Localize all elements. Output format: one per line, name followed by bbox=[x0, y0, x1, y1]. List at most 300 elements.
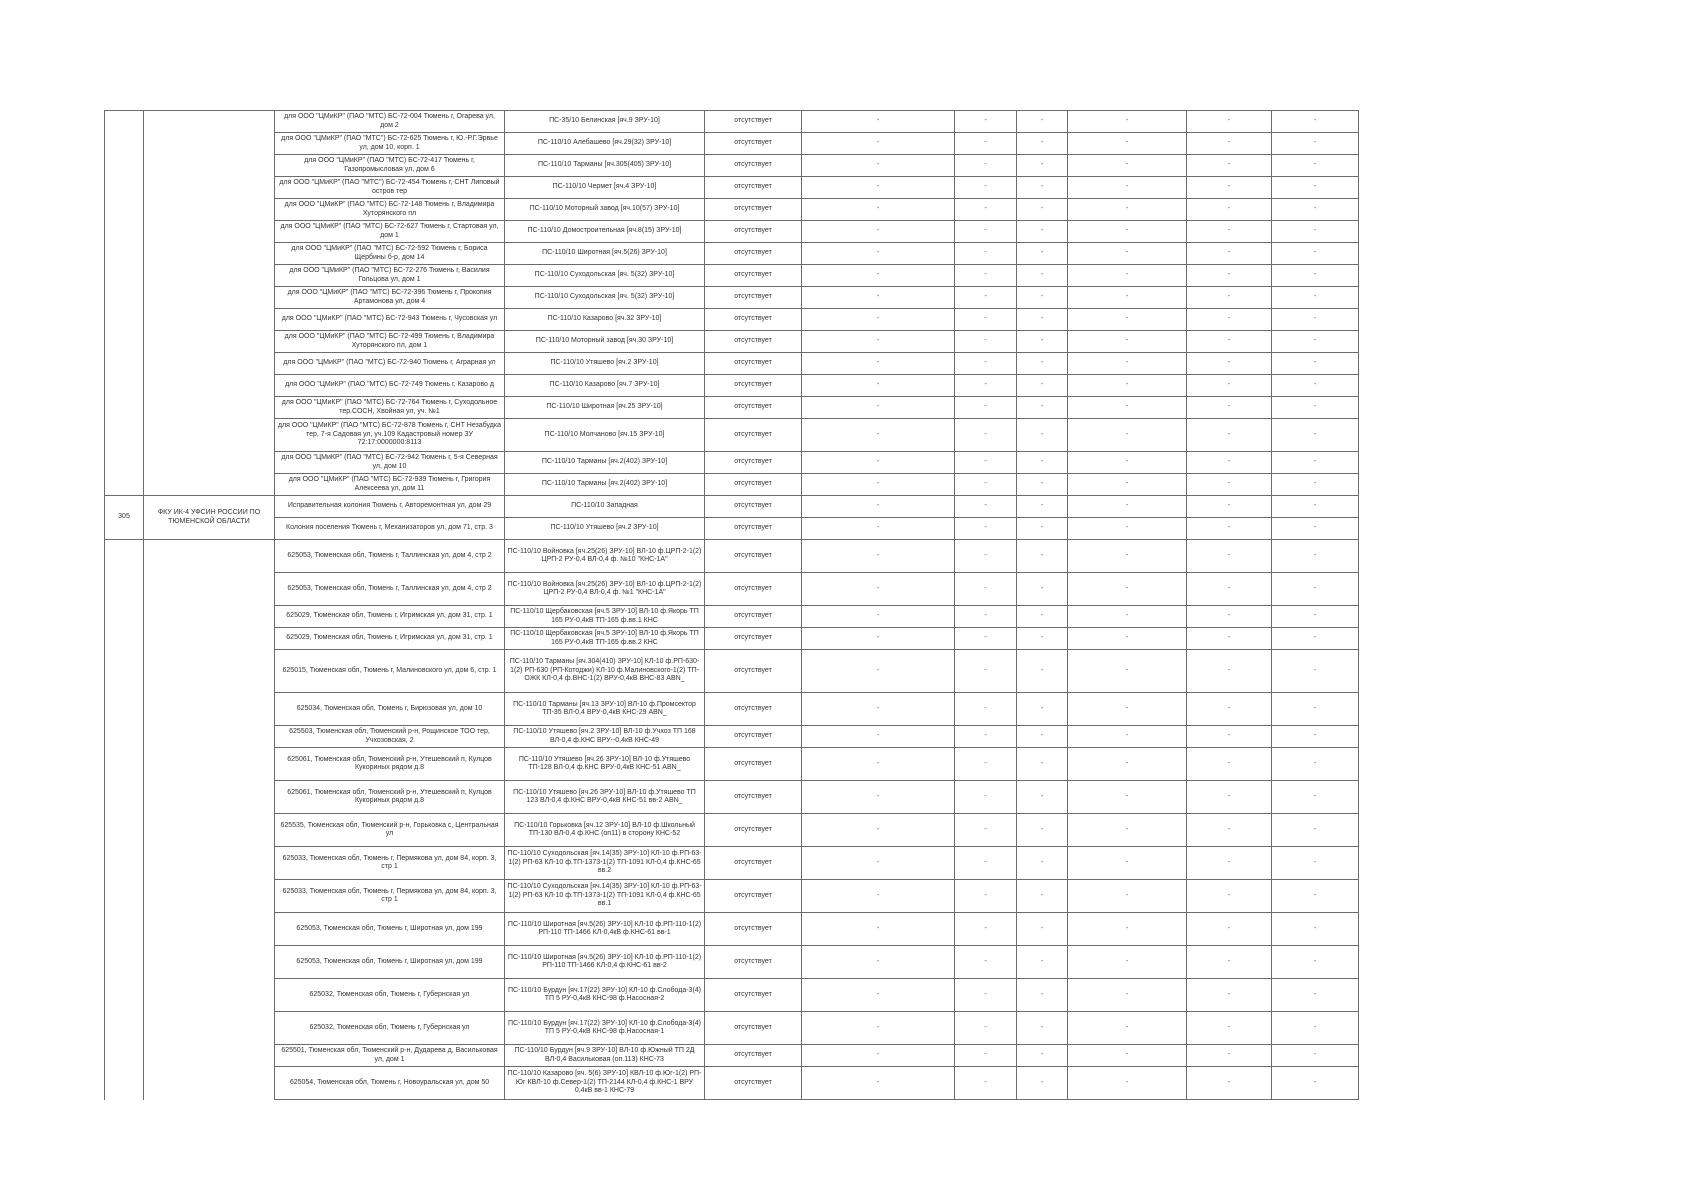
table-row bbox=[105, 946, 1359, 979]
dash-cell: - bbox=[1272, 375, 1359, 397]
substation-cell: ПС-110/10 Щербаковская [яч.5 ЗРУ-10] ВЛ-10 ф.Якорь ТП 165 РУ-0,4кВ ТП-165 ф.вв.2 КНС bbox=[505, 628, 705, 650]
table-row bbox=[105, 452, 1359, 474]
dash-cell: - bbox=[802, 1012, 955, 1045]
dash-cell: - bbox=[1068, 397, 1187, 419]
organization-cell bbox=[144, 111, 275, 496]
substation-cell: ПС-110/10 Тарманы [яч.2(402) ЗРУ-10] bbox=[505, 474, 705, 496]
dash-cell: - bbox=[1068, 814, 1187, 847]
dash-cell: - bbox=[1068, 880, 1187, 913]
status-cell: отсутствует bbox=[705, 419, 802, 452]
address-cell: 625034, Тюменская обл, Тюмень г, Бирюзовая ул, дом 10 bbox=[275, 693, 505, 726]
substation-cell: ПС-110/10 Тарманы [яч.2(402) ЗРУ-10] bbox=[505, 452, 705, 474]
dash-cell: - bbox=[1187, 573, 1272, 606]
dash-cell: - bbox=[802, 628, 955, 650]
status-cell: отсутствует bbox=[705, 726, 802, 748]
address-cell: для ООО "ЦМиКР" (ПАО "МТС) БС-72-939 Тюмень г, Григория Алексеева ул, дом 11 bbox=[275, 474, 505, 496]
dash-cell: - bbox=[802, 474, 955, 496]
dash-cell: - bbox=[1272, 781, 1359, 814]
dash-cell: - bbox=[1068, 331, 1187, 353]
address-cell: Исправительная колония Тюмень г, Авторемонтная ул, дом 29 bbox=[275, 496, 505, 518]
dash-cell: - bbox=[1187, 1067, 1272, 1100]
table-row bbox=[105, 353, 1359, 375]
dash-cell: - bbox=[955, 693, 1017, 726]
dash-cell: - bbox=[955, 913, 1017, 946]
status-cell: отсутствует bbox=[705, 111, 802, 133]
dash-cell: - bbox=[802, 133, 955, 155]
dash-cell: - bbox=[1187, 133, 1272, 155]
dash-cell: - bbox=[1272, 309, 1359, 331]
table-row bbox=[105, 155, 1359, 177]
address-cell: 625032, Тюменская обл, Тюмень г, Губернская ул bbox=[275, 979, 505, 1012]
dash-cell: - bbox=[1187, 1045, 1272, 1067]
dash-cell: - bbox=[1068, 155, 1187, 177]
dash-cell: - bbox=[955, 309, 1017, 331]
dash-cell: - bbox=[1272, 726, 1359, 748]
address-cell: 625054, Тюменская обл, Тюмень г, Новоуральская ул, дом 50 bbox=[275, 1067, 505, 1100]
dash-cell: - bbox=[802, 155, 955, 177]
status-cell: отсутствует bbox=[705, 287, 802, 309]
dash-cell: - bbox=[1272, 111, 1359, 133]
table-row bbox=[105, 573, 1359, 606]
dash-cell: - bbox=[1068, 748, 1187, 781]
dash-cell: - bbox=[802, 452, 955, 474]
dash-cell: - bbox=[955, 419, 1017, 452]
dash-cell: - bbox=[1068, 1012, 1187, 1045]
status-cell: отсутствует bbox=[705, 540, 802, 573]
dash-cell: - bbox=[1272, 243, 1359, 265]
dash-cell: - bbox=[955, 814, 1017, 847]
dash-cell: - bbox=[1187, 111, 1272, 133]
substation-cell: ПС-110/10 Казарово [яч.32 ЗРУ-10] bbox=[505, 309, 705, 331]
dash-cell: - bbox=[955, 628, 1017, 650]
dash-cell: - bbox=[802, 518, 955, 540]
dash-cell: - bbox=[1017, 287, 1068, 309]
address-cell: Колония поселения Тюмень г, Механизаторов ул, дом 71, стр. 3 bbox=[275, 518, 505, 540]
dash-cell: - bbox=[1272, 847, 1359, 880]
dash-cell: - bbox=[802, 650, 955, 693]
status-cell: отсутствует bbox=[705, 265, 802, 287]
row-number-cell bbox=[105, 111, 144, 496]
dash-cell: - bbox=[1017, 419, 1068, 452]
address-cell: 625053, Тюменская обл, Тюмень г, Широтная ул, дом 199 bbox=[275, 946, 505, 979]
table-row bbox=[105, 748, 1359, 781]
dash-cell: - bbox=[1017, 606, 1068, 628]
dash-cell: - bbox=[802, 287, 955, 309]
dash-cell: - bbox=[1068, 518, 1187, 540]
dash-cell: - bbox=[1017, 979, 1068, 1012]
substation-cell: ПС-110/10 Щербаковская [яч.5 ЗРУ-10] ВЛ-10 ф.Якорь ТП 165 РУ-0,4кВ ТП-165 ф.вв.1 КНС bbox=[505, 606, 705, 628]
address-cell: для ООО "ЦМиКР" (ПАО "МТС) БС-72-764 Тюмень г, Суходольное тер.СОСН, Хвойная ул, уч. №1 bbox=[275, 397, 505, 419]
table-row bbox=[105, 1067, 1359, 1100]
address-cell: для ООО "ЦМиКР" (ПАО "МТС) БС-72-499 Тюмень г, Владимира Хуторянского пл, дом 1 bbox=[275, 331, 505, 353]
status-cell: отсутствует bbox=[705, 979, 802, 1012]
substation-cell: ПС-110/10 Западная bbox=[505, 496, 705, 518]
dash-cell: - bbox=[1187, 628, 1272, 650]
dash-cell: - bbox=[1272, 693, 1359, 726]
dash-cell: - bbox=[955, 111, 1017, 133]
dash-cell: - bbox=[1272, 287, 1359, 309]
dash-cell: - bbox=[1068, 847, 1187, 880]
dash-cell: - bbox=[1272, 880, 1359, 913]
organization-cell bbox=[144, 540, 275, 1100]
status-cell: отсутствует bbox=[705, 693, 802, 726]
dash-cell: - bbox=[802, 221, 955, 243]
dash-cell: - bbox=[955, 331, 1017, 353]
dash-cell: - bbox=[802, 913, 955, 946]
substation-cell: ПС-110/10 Моторный завод [яч.30 ЗРУ-10] bbox=[505, 331, 705, 353]
dash-cell: - bbox=[1272, 979, 1359, 1012]
table-row bbox=[105, 1012, 1359, 1045]
status-cell: отсутствует bbox=[705, 814, 802, 847]
table-row bbox=[105, 979, 1359, 1012]
status-cell: отсутствует bbox=[705, 496, 802, 518]
dash-cell: - bbox=[802, 331, 955, 353]
dash-cell: - bbox=[802, 693, 955, 726]
dash-cell: - bbox=[802, 748, 955, 781]
dash-cell: - bbox=[1068, 474, 1187, 496]
dash-cell: - bbox=[1017, 540, 1068, 573]
dash-cell: - bbox=[1187, 309, 1272, 331]
dash-cell: - bbox=[1068, 540, 1187, 573]
dash-cell: - bbox=[955, 1045, 1017, 1067]
dash-cell: - bbox=[1187, 540, 1272, 573]
substation-cell: ПС-110/10 Тарманы [яч.305(405) ЗРУ-10] bbox=[505, 155, 705, 177]
dash-cell: - bbox=[1017, 155, 1068, 177]
address-cell: для ООО "ЦМиКР" (ПАО "МТС) БС-72-148 Тюмень г, Владимира Хуторянского пл bbox=[275, 199, 505, 221]
substation-cell: ПС-110/10 Утяшево [яч.2 ЗРУ-10] bbox=[505, 353, 705, 375]
dash-cell: - bbox=[955, 474, 1017, 496]
dash-cell: - bbox=[955, 880, 1017, 913]
dash-cell: - bbox=[1068, 606, 1187, 628]
substation-cell: ПС-110/10 Молчаново [яч.15 ЗРУ-10] bbox=[505, 419, 705, 452]
address-cell: для ООО "ЦМиКР" (ПАО "МТС) БС-72-004 Тюмень г, Огарева ул, дом 2 bbox=[275, 111, 505, 133]
dash-cell: - bbox=[1187, 375, 1272, 397]
dash-cell: - bbox=[1017, 177, 1068, 199]
substation-cell: ПС-110/10 Горьковка [яч.12 ЗРУ-10] ВЛ-10 ф.Школьный ТП-130 ВЛ-0,4 ф.КНС (оп11) в сторону КНС-52 bbox=[505, 814, 705, 847]
dash-cell: - bbox=[1017, 628, 1068, 650]
table-row bbox=[105, 309, 1359, 331]
dash-cell: - bbox=[1187, 693, 1272, 726]
dash-cell: - bbox=[1017, 518, 1068, 540]
dash-cell: - bbox=[1017, 781, 1068, 814]
dash-cell: - bbox=[1068, 353, 1187, 375]
dash-cell: - bbox=[1272, 518, 1359, 540]
dash-cell: - bbox=[1187, 979, 1272, 1012]
dash-cell: - bbox=[1272, 946, 1359, 979]
dash-cell: - bbox=[955, 243, 1017, 265]
dash-cell: - bbox=[955, 397, 1017, 419]
dash-cell: - bbox=[1272, 1012, 1359, 1045]
address-cell: для ООО "ЦМиКР" (ПАО "МТС) БС-72-592 Тюмень г, Бориса Щербины б-р, дом 14 bbox=[275, 243, 505, 265]
table-row bbox=[105, 693, 1359, 726]
address-cell: 625061, Тюменская обл, Тюменский р-н, Утешевский п, Кулцов Кукориных рядом д.8 bbox=[275, 781, 505, 814]
dash-cell: - bbox=[802, 353, 955, 375]
dash-cell: - bbox=[955, 606, 1017, 628]
dash-cell: - bbox=[802, 496, 955, 518]
substation-cell: ПС-110/10 Войновка [яч.25(26) ЗРУ-10] ВЛ-10 ф.ЦРП-2-1(2) ЦРП-2 РУ-0,4 ВЛ-0,4 ф. №1 "КНС-1А" bbox=[505, 573, 705, 606]
dash-cell: - bbox=[1017, 133, 1068, 155]
dash-cell: - bbox=[802, 540, 955, 573]
dash-cell: - bbox=[1272, 177, 1359, 199]
dash-cell: - bbox=[1187, 419, 1272, 452]
dash-cell: - bbox=[1068, 781, 1187, 814]
address-cell: 625032, Тюменская обл, Тюмень г, Губернская ул bbox=[275, 1012, 505, 1045]
substation-cell: ПС-110/10 Тарманы [яч.13 ЗРУ-10] ВЛ-10 ф.Промсектор ТП-35 ВЛ-0,4 ВРУ-0,4кВ КНС-29 АВN_ bbox=[505, 693, 705, 726]
table-row bbox=[105, 628, 1359, 650]
dash-cell: - bbox=[1272, 913, 1359, 946]
dash-cell: - bbox=[1068, 726, 1187, 748]
address-cell: 625029, Тюменская обл, Тюмень г, Игримская ул, дом 31, стр. 1 bbox=[275, 628, 505, 650]
table-row bbox=[105, 265, 1359, 287]
dash-cell: - bbox=[1017, 726, 1068, 748]
dash-cell: - bbox=[1272, 397, 1359, 419]
dash-cell: - bbox=[1187, 221, 1272, 243]
substation-cell: ПС-110/10 Суходольская [яч. 5(32) ЗРУ-10] bbox=[505, 265, 705, 287]
substation-cell: ПС-110/10 Бурдун [яч.17(22) ЗРУ-10] КЛ-10 ф.Слобода-3(4) ТП 5 РУ-0,4кВ КНС-98 ф.Насосная-1 bbox=[505, 1012, 705, 1045]
address-cell: для ООО "ЦМиКР" (ПАО "МТС) БС-72-940 Тюмень г, Аграрная ул bbox=[275, 353, 505, 375]
dash-cell: - bbox=[1272, 496, 1359, 518]
table-row bbox=[105, 375, 1359, 397]
table-row bbox=[105, 221, 1359, 243]
status-cell: отсутствует bbox=[705, 628, 802, 650]
dash-cell: - bbox=[1187, 243, 1272, 265]
organization-cell: ФКУ ИК-4 УФСИН РОССИИ ПО ТЮМЕНСКОЙ ОБЛАСТИ bbox=[144, 496, 275, 540]
table-row bbox=[105, 177, 1359, 199]
substation-cell: ПС-110/10 Утяшево [яч.26 ЗРУ-10] ВЛ-10 ф.Утяшево ТП 123 ВЛ-0,4 ф.КНС ВРУ-0,4кВ КНС-51 вв-2 АВN_ bbox=[505, 781, 705, 814]
table-row bbox=[105, 650, 1359, 693]
dash-cell: - bbox=[955, 353, 1017, 375]
status-cell: отсутствует bbox=[705, 913, 802, 946]
dash-cell: - bbox=[802, 573, 955, 606]
dash-cell: - bbox=[1017, 650, 1068, 693]
table-row bbox=[105, 913, 1359, 946]
address-cell: 625015, Тюменская обл, Тюмень г, Малиновского ул, дом 6, стр. 1 bbox=[275, 650, 505, 693]
dash-cell: - bbox=[802, 111, 955, 133]
address-cell: для ООО "ЦМиКР" (ПАО "МТС) БС-72-878 Тюмень г, СНТ Незабудка тер, 7-я Садовая ул, уч.109 Кадастровый номер ЗУ 72:17:0000000:8113 bbox=[275, 419, 505, 452]
substation-cell: ПС-110/10 Широтная [яч.25 ЗРУ-10] bbox=[505, 397, 705, 419]
dash-cell: - bbox=[1017, 1067, 1068, 1100]
dash-cell: - bbox=[1068, 287, 1187, 309]
table-row bbox=[105, 847, 1359, 880]
table-row bbox=[105, 474, 1359, 496]
dash-cell: - bbox=[1272, 331, 1359, 353]
table-row bbox=[105, 814, 1359, 847]
dash-cell: - bbox=[1017, 265, 1068, 287]
dash-cell: - bbox=[955, 847, 1017, 880]
dash-cell: - bbox=[1017, 1012, 1068, 1045]
dash-cell: - bbox=[1017, 748, 1068, 781]
substation-cell: ПС-110/10 Широтная [яч.5(26) ЗРУ-10] КЛ-10 ф.РП-110-1(2) РП-110 ТП-1466 КЛ-0,4 ф.КНС-61 вв-2 bbox=[505, 946, 705, 979]
dash-cell: - bbox=[1068, 628, 1187, 650]
address-cell: для ООО "ЦМиКР" (ПАО "МТС) БС-72-749 Тюмень г, Казарово д bbox=[275, 375, 505, 397]
address-cell: 625053, Тюменская обл, Тюмень г, Таллинская ул, дом 4, стр 2 bbox=[275, 540, 505, 573]
table-row bbox=[105, 243, 1359, 265]
dash-cell: - bbox=[1068, 309, 1187, 331]
substation-cell: ПС-110/10 Широтная [яч.5(26) ЗРУ-10] КЛ-10 ф.РП-110-1(2) РП-110 ТП-1466 КЛ-0,4кВ ф.КНС-61 вв-1 bbox=[505, 913, 705, 946]
dash-cell: - bbox=[955, 1067, 1017, 1100]
substation-cell: ПС-110/10 Суходольская [яч.14(35) ЗРУ-10] КЛ-10 ф.РП-63-1(2) РП-63 КЛ-10 ф.ТП-1373-1(2) ТП-1091 КЛ-0,4 ф.КНС-65 вв.2 bbox=[505, 847, 705, 880]
dash-cell: - bbox=[1187, 814, 1272, 847]
dash-cell: - bbox=[1068, 913, 1187, 946]
dash-cell: - bbox=[1187, 397, 1272, 419]
dash-cell: - bbox=[1017, 331, 1068, 353]
dash-cell: - bbox=[1017, 243, 1068, 265]
dash-cell: - bbox=[955, 375, 1017, 397]
address-cell: 625053, Тюменская обл, Тюмень г, Широтная ул, дом 199 bbox=[275, 913, 505, 946]
address-cell: для ООО "ЦМиКР" (ПАО "МТС) БС-72-942 Тюмень г, 5-я Северная ул, дом 10 bbox=[275, 452, 505, 474]
address-cell: 625033, Тюменская обл, Тюмень г, Пермякова ул, дом 84, корп. 3, стр 1 bbox=[275, 847, 505, 880]
dash-cell: - bbox=[1017, 452, 1068, 474]
dash-cell: - bbox=[955, 946, 1017, 979]
dash-cell: - bbox=[1068, 221, 1187, 243]
dash-cell: - bbox=[1187, 518, 1272, 540]
dash-cell: - bbox=[802, 419, 955, 452]
dash-cell: - bbox=[955, 781, 1017, 814]
dash-cell: - bbox=[1017, 353, 1068, 375]
row-number-cell bbox=[105, 540, 144, 1100]
address-cell: 625053, Тюменская обл, Тюмень г, Таллинская ул, дом 4, стр 2 bbox=[275, 573, 505, 606]
status-cell: отсутствует bbox=[705, 155, 802, 177]
status-cell: отсутствует bbox=[705, 946, 802, 979]
address-cell: для ООО "ЦМиКР" (ПАО "МТС) БС-72-276 Тюмень г, Василия Гольцова ул, дом 1 bbox=[275, 265, 505, 287]
status-cell: отсутствует bbox=[705, 573, 802, 606]
dash-cell: - bbox=[1017, 221, 1068, 243]
dash-cell: - bbox=[955, 287, 1017, 309]
dash-cell: - bbox=[1272, 573, 1359, 606]
dash-cell: - bbox=[1187, 946, 1272, 979]
dash-cell: - bbox=[1017, 946, 1068, 979]
table-row bbox=[105, 606, 1359, 628]
table-row bbox=[105, 726, 1359, 748]
dash-cell: - bbox=[1272, 1045, 1359, 1067]
status-cell: отсутствует bbox=[705, 177, 802, 199]
substation-cell: ПС-110/10 Тарманы [яч.304(410) ЗРУ-10] КЛ-10 ф.РП-630-1(2) РП-630 (РП-Котоджи) КЛ-10 ф.Малиновского-1(2) ТП-ОЖК КЛ-0,4 ф.ВНС-1(2) ВРУ-0,4кВ ВНС-83 АВN_ bbox=[505, 650, 705, 693]
dash-cell: - bbox=[1068, 496, 1187, 518]
dash-cell: - bbox=[1187, 847, 1272, 880]
address-cell: 625061, Тюменская обл, Тюменский р-н, Утешевский п, Кулцов Кукориных рядом д.8 bbox=[275, 748, 505, 781]
status-cell: отсутствует bbox=[705, 331, 802, 353]
dash-cell: - bbox=[1017, 397, 1068, 419]
substation-cell: ПС-110/10 Утяшево [яч.2 ЗРУ-10] bbox=[505, 518, 705, 540]
status-cell: отсутствует bbox=[705, 606, 802, 628]
substation-cell: ПС-110/10 Суходольская [яч.14(35) ЗРУ-10] КЛ-10 ф.РП-63-1(2) РП-63 КЛ-10 ф.ТП-1373-1(2) ТП-1091 КЛ-0,4 ф.КНС-65 вв.1 bbox=[505, 880, 705, 913]
dash-cell: - bbox=[1017, 847, 1068, 880]
dash-cell: - bbox=[1272, 474, 1359, 496]
address-cell: для ООО "ЦМиКР" (ПАО "МТС) БС-72-627 Тюмень г, Стартовая ул, дом 1 bbox=[275, 221, 505, 243]
dash-cell: - bbox=[955, 221, 1017, 243]
dash-cell: - bbox=[1068, 650, 1187, 693]
dash-cell: - bbox=[1017, 880, 1068, 913]
status-cell: отсутствует bbox=[705, 518, 802, 540]
dash-cell: - bbox=[1187, 1012, 1272, 1045]
substation-cell: ПС-110/10 Бурдун [яч.9 ЗРУ-10] ВЛ-10 ф.Южный ТП 2Д ВЛ-0,4 Васильковая (оп.113) КНС-73 bbox=[505, 1045, 705, 1067]
dash-cell: - bbox=[1068, 265, 1187, 287]
dash-cell: - bbox=[1017, 1045, 1068, 1067]
dash-cell: - bbox=[802, 880, 955, 913]
substation-cell: ПС-110/10 Утяшево [яч.26 ЗРУ-10] ВЛ-10 ф.Утяшево ТП-128 ВЛ-0,4 ф.КНС ВРУ-0,4кВ КНС-51 АВN_ bbox=[505, 748, 705, 781]
table-row bbox=[105, 111, 1359, 133]
dash-cell: - bbox=[1272, 1067, 1359, 1100]
dash-cell: - bbox=[802, 397, 955, 419]
dash-cell: - bbox=[1272, 606, 1359, 628]
dash-cell: - bbox=[1017, 573, 1068, 606]
substation-cell: ПС-110/10 Войновка [яч.25(26) ЗРУ-10] ВЛ-10 ф.ЦРП-2-1(2) ЦРП-2 РУ-0,4 ВЛ-0,4 ф. №10 "КНС-1А" bbox=[505, 540, 705, 573]
dash-cell: - bbox=[1187, 177, 1272, 199]
dash-cell: - bbox=[1017, 309, 1068, 331]
dash-cell: - bbox=[1068, 1067, 1187, 1100]
dash-cell: - bbox=[955, 155, 1017, 177]
table-row bbox=[105, 133, 1359, 155]
dash-cell: - bbox=[955, 726, 1017, 748]
dash-cell: - bbox=[802, 199, 955, 221]
dash-cell: - bbox=[1068, 452, 1187, 474]
status-cell: отсутствует bbox=[705, 353, 802, 375]
dash-cell: - bbox=[955, 265, 1017, 287]
table-row bbox=[105, 331, 1359, 353]
dash-cell: - bbox=[1272, 814, 1359, 847]
dash-cell: - bbox=[1068, 199, 1187, 221]
dash-cell: - bbox=[1068, 979, 1187, 1012]
dash-cell: - bbox=[1068, 375, 1187, 397]
dash-cell: - bbox=[1272, 199, 1359, 221]
address-cell: для ООО "ЦМиКР" (ПАО "МТС) БС-72-396 Тюмень г, Прокопия Артамонова ул, дом 4 bbox=[275, 287, 505, 309]
dash-cell: - bbox=[802, 243, 955, 265]
dash-cell: - bbox=[802, 781, 955, 814]
dash-cell: - bbox=[955, 1012, 1017, 1045]
substation-cell: ПС-110/10 Бурдун [яч.17(22) ЗРУ-10] КЛ-10 ф.Слобода-3(4) ТП 5 РУ-0,4кВ КНС-98 ф.Насосная-2 bbox=[505, 979, 705, 1012]
dash-cell: - bbox=[1017, 693, 1068, 726]
dash-cell: - bbox=[802, 309, 955, 331]
dash-cell: - bbox=[1272, 650, 1359, 693]
dash-cell: - bbox=[955, 748, 1017, 781]
status-cell: отсутствует bbox=[705, 221, 802, 243]
dash-cell: - bbox=[802, 375, 955, 397]
table-row bbox=[105, 540, 1359, 573]
substation-cell: ПС-110/10 Домостроительная [яч.8(15) ЗРУ-10] bbox=[505, 221, 705, 243]
table-row bbox=[105, 419, 1359, 452]
table-row bbox=[105, 781, 1359, 814]
dash-cell: - bbox=[1068, 111, 1187, 133]
dash-cell: - bbox=[1068, 693, 1187, 726]
status-cell: отсутствует bbox=[705, 1045, 802, 1067]
dash-cell: - bbox=[955, 573, 1017, 606]
address-cell: для ООО "ЦМиКР" (ПАО "МТС) БС-72-417 Тюмень г, Газопромысловая ул, дом 6 bbox=[275, 155, 505, 177]
dash-cell: - bbox=[1187, 474, 1272, 496]
status-cell: отсутствует bbox=[705, 474, 802, 496]
dash-cell: - bbox=[1068, 177, 1187, 199]
dash-cell: - bbox=[1017, 375, 1068, 397]
dash-cell: - bbox=[1272, 628, 1359, 650]
dash-cell: - bbox=[1187, 199, 1272, 221]
dash-cell: - bbox=[802, 946, 955, 979]
dash-cell: - bbox=[1187, 781, 1272, 814]
substation-cell: ПС-110/10 Алебашево [яч.29(32) ЗРУ-10] bbox=[505, 133, 705, 155]
status-cell: отсутствует bbox=[705, 650, 802, 693]
substation-cell: ПС-110/10 Утяшево [яч.2 ЗРУ-10] ВЛ-10 ф.Учхоз ТП 168 ВЛ-0,4 ф.КНС ВРУ--0,4кВ КНС-49 bbox=[505, 726, 705, 748]
dash-cell: - bbox=[955, 177, 1017, 199]
dash-cell: - bbox=[1017, 496, 1068, 518]
dash-cell: - bbox=[1187, 913, 1272, 946]
address-cell: 625029, Тюменская обл, Тюмень г, Игримская ул, дом 31, стр. 1 bbox=[275, 606, 505, 628]
dash-cell: - bbox=[802, 177, 955, 199]
substation-cell: ПС-35/10 Белинская [яч.9 ЗРУ-10] bbox=[505, 111, 705, 133]
dash-cell: - bbox=[802, 814, 955, 847]
status-cell: отсутствует bbox=[705, 1012, 802, 1045]
dash-cell: - bbox=[1187, 726, 1272, 748]
dash-cell: - bbox=[1272, 221, 1359, 243]
status-cell: отсутствует bbox=[705, 375, 802, 397]
dash-cell: - bbox=[1187, 452, 1272, 474]
